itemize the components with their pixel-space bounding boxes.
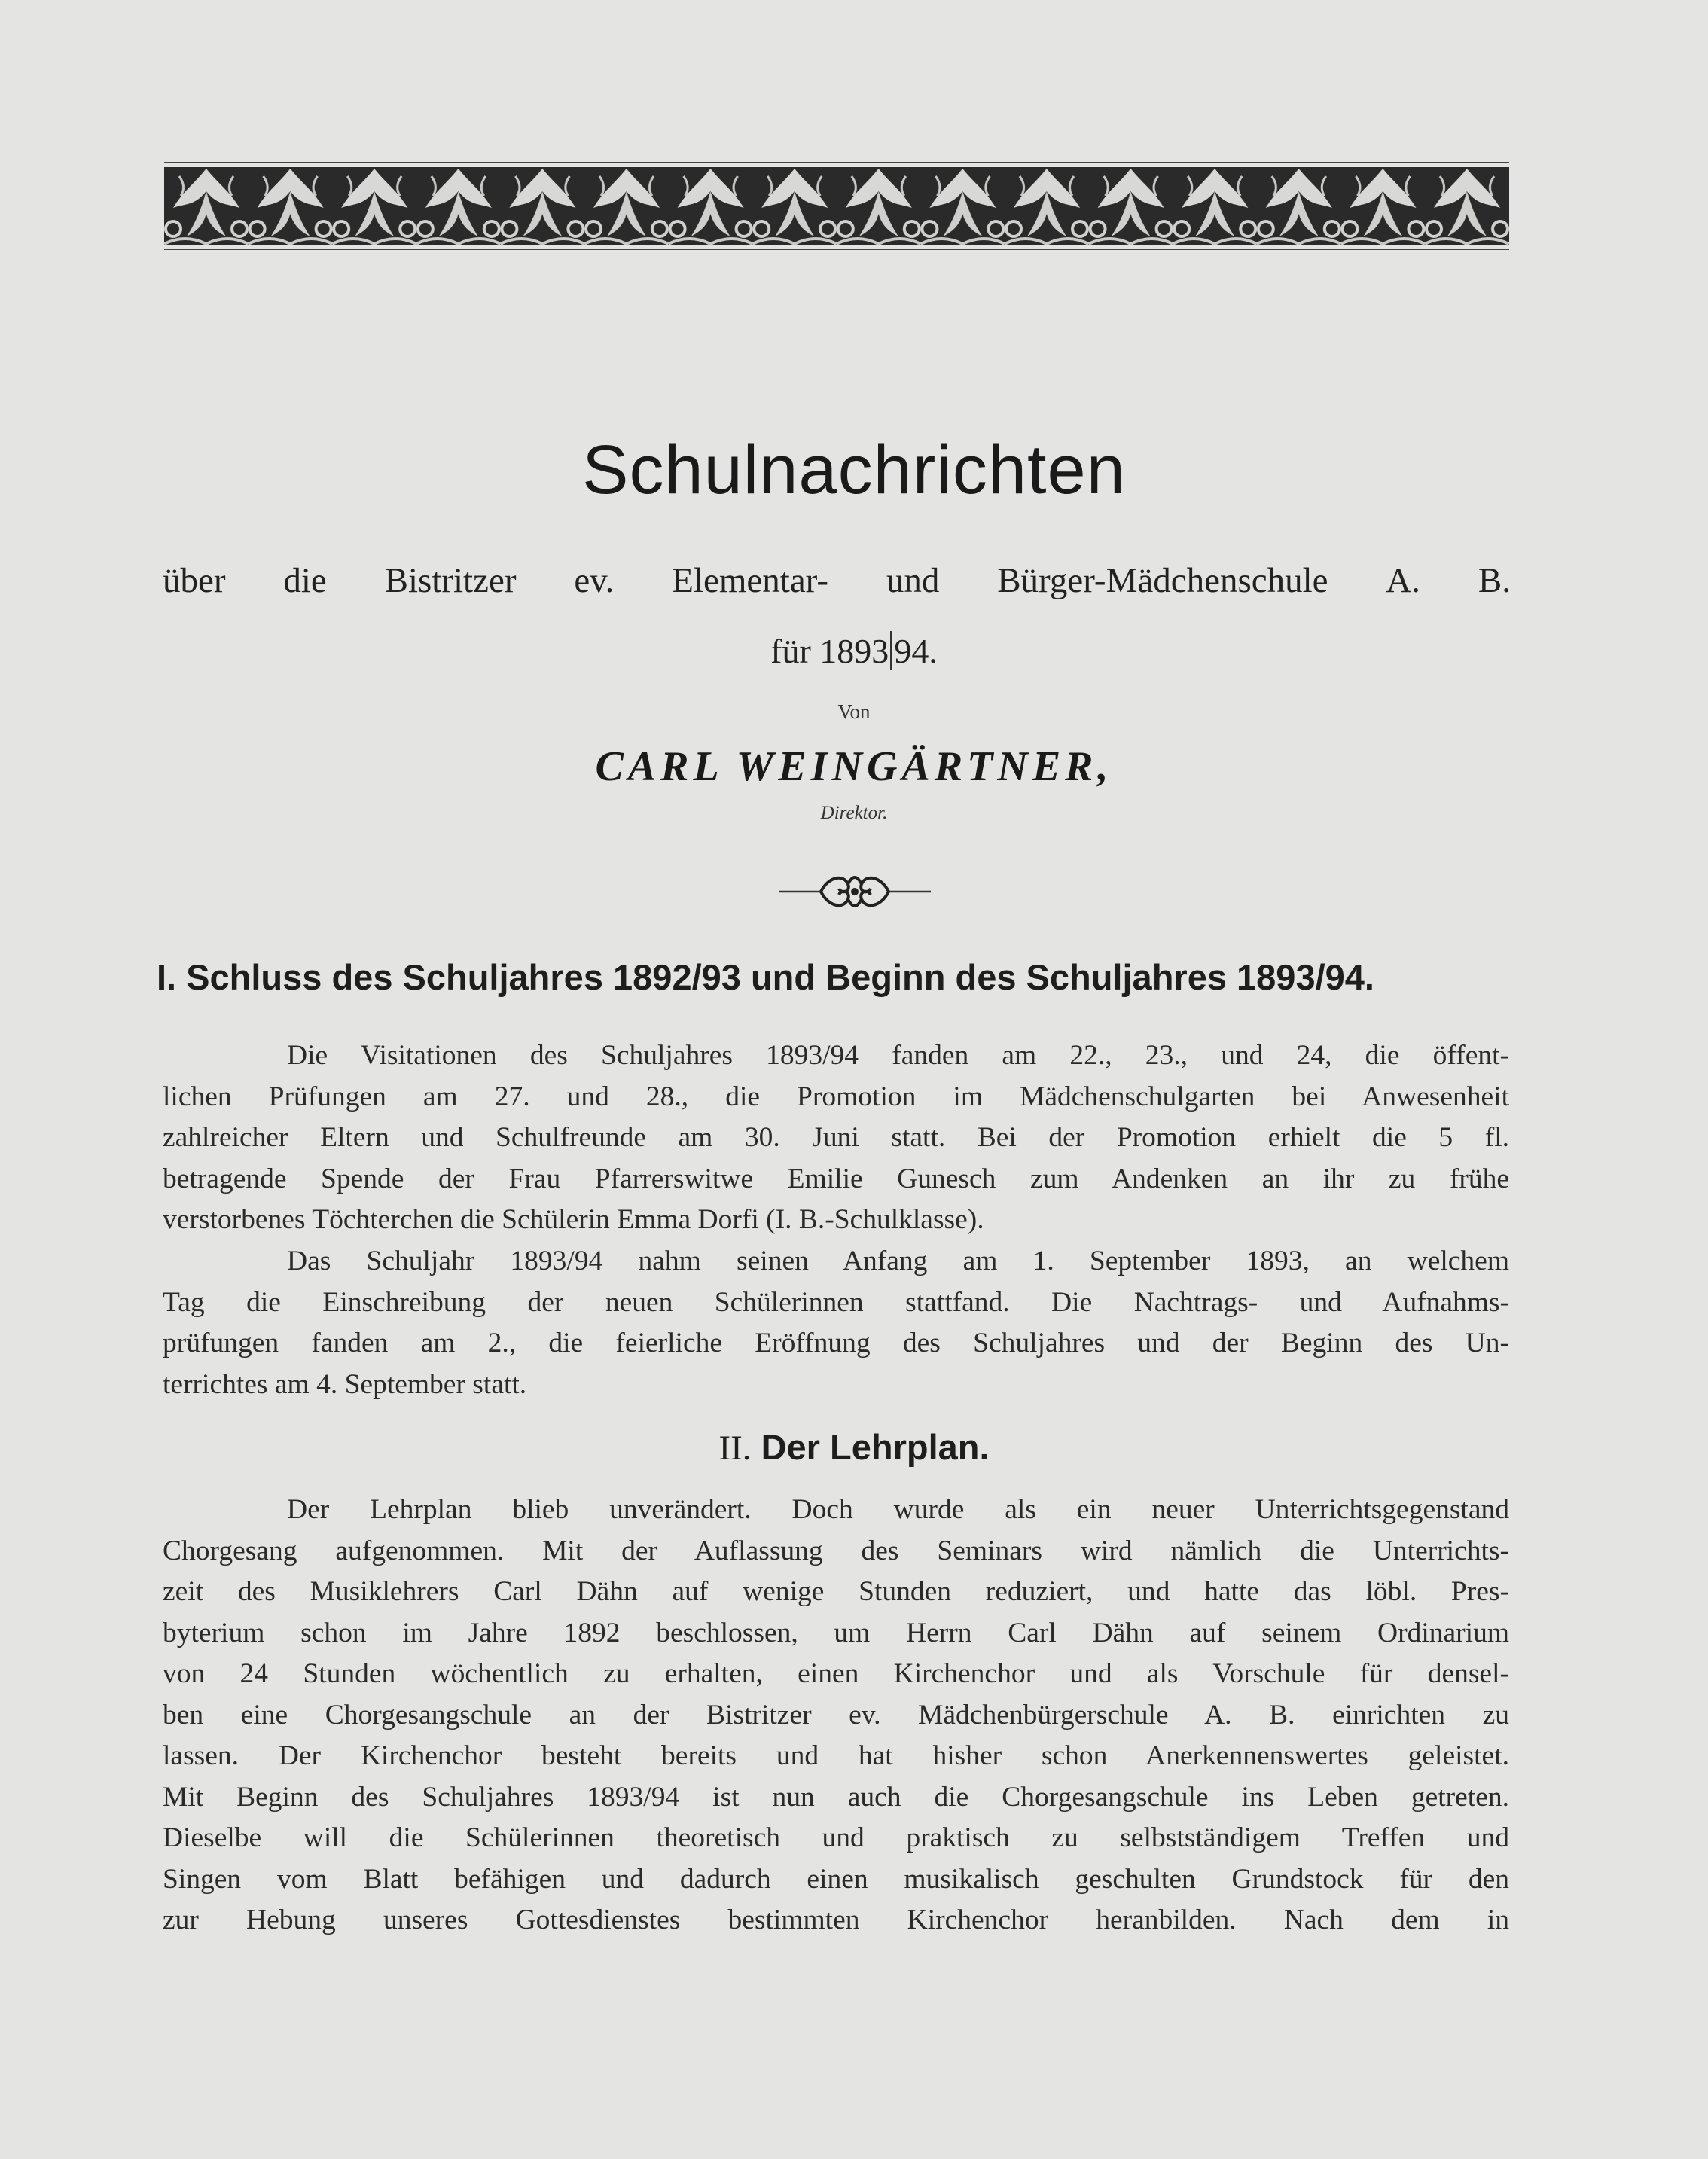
subtitle-word: B. <box>1478 561 1511 600</box>
subtitle-word: über <box>163 561 226 600</box>
year-prefix: für 1893 <box>770 632 889 670</box>
text-line: Mit Beginn des Schuljahres 1893/94 ist nun auch die Chorgesangschule ins Leben getreten. <box>163 1781 1509 1813</box>
subtitle-word: Elementar- <box>672 561 829 600</box>
text-line: Der Lehrplan blieb unverändert. Doch wurde als ein neuer Unterrichtsgegenstand <box>287 1494 1509 1525</box>
subtitle-word: die <box>283 561 327 600</box>
text-line: lichen Prüfungen am 27. und 28., die Promotion im Mädchenschulgarten bei Anwesenheit <box>163 1081 1509 1112</box>
flourish-ornament <box>776 865 934 917</box>
subtitle-word: Bürger-Mädchenschule <box>997 561 1328 600</box>
author-name: CARL WEINGÄRTNER, <box>595 743 1113 790</box>
text-line: lassen. Der Kirchenchor besteht bereits und hat hisher schon Anerkennenswertes geleistet. <box>163 1740 1509 1771</box>
section1-paragraph-1 <box>163 1035 1509 1241</box>
text-line: Chorgesang aufgenommen. Mit der Auflassung des Seminars wird nämlich die Unterrichts- <box>163 1535 1509 1566</box>
author-role: Direktor. <box>820 803 888 823</box>
subtitle-word: Bistritzer <box>384 561 517 600</box>
text-line: Dieselbe will die Schülerinnen theoretisch und praktisch zu selbstständigem Treffen und <box>163 1822 1509 1853</box>
text-line: Das Schuljahr 1893/94 nahm seinen Anfang am 1. September 1893, an welchem <box>287 1246 1509 1276</box>
section-heading-2 <box>0 1426 1708 1468</box>
page-title: Schulnachrichten <box>582 431 1126 508</box>
text-line: byterium schon im Jahre 1892 beschlossen, um Herrn Carl Dähn auf seinem Ordinarium <box>163 1617 1509 1648</box>
text-line: von 24 Stunden wöchentlich zu erhalten, einen Kirchenchor und als Vorschule für densel- <box>163 1658 1509 1689</box>
year-suffix: 94. <box>894 632 938 670</box>
section-heading-1: I. Schluss des Schuljahres 1892/93 und Beginn des Schuljahres 1893/94. <box>157 957 1374 997</box>
text-line: zur Hebung unseres Gottesdienstes bestimmten Kirchenchor heranbilden. Nach dem in <box>163 1904 1509 1935</box>
text-line: Tag die Einschreibung der neuen Schülerinnen stattfand. Die Nachtrags- und Aufnahms- <box>163 1286 1509 1318</box>
subtitle-word: und <box>886 561 940 600</box>
school-year <box>0 631 1708 671</box>
text-line: Singen vom Blatt befähigen und dadurch einen musikalisch geschulten Grundstock für den <box>163 1863 1509 1895</box>
ornamental-band <box>164 161 1509 252</box>
subtitle-word: A. <box>1386 561 1421 600</box>
text-line: zahlreicher Eltern und Schulfreunde am 30. Juni statt. Bei der Promotion erhielt die 5 fl. <box>163 1122 1509 1153</box>
text-line: betragende Spende der Frau Pfarrerswitwe Emilie Gunesch zum Andenken an ihr zu frühe <box>163 1163 1509 1194</box>
byline-von: Von <box>837 700 871 723</box>
section-title: Der Lehrplan. <box>761 1427 990 1467</box>
text-line: verstorbenes Töchterchen die Schülerin Emma Dorfi (I. B.-Schulklasse). <box>163 1204 984 1235</box>
subtitle-word: ev. <box>574 561 615 600</box>
text-line: ben eine Chorgesangschule an der Bistritzer ev. Mädchenbürgerschule A. B. einrichten zu <box>163 1699 1509 1731</box>
section-number: II. <box>718 1429 752 1468</box>
text-line: Die Visitationen des Schuljahres 1893/94 fanden am 22., 23., und 24, die öffent- <box>287 1040 1509 1071</box>
year-separator <box>890 631 892 670</box>
text-line: terrichtes am 4. September statt. <box>163 1368 527 1400</box>
section1-paragraph-2 <box>163 1241 1509 1405</box>
section2-paragraph <box>163 1490 1509 1941</box>
subtitle <box>163 560 1511 601</box>
text-line: prüfungen fanden am 2., die feierliche Eröffnung des Schuljahres und der Beginn des Un- <box>163 1328 1509 1359</box>
text-line: zeit des Musiklehrers Carl Dähn auf wenige Stunden reduziert, und hatte das löbl. Pres- <box>163 1576 1509 1607</box>
